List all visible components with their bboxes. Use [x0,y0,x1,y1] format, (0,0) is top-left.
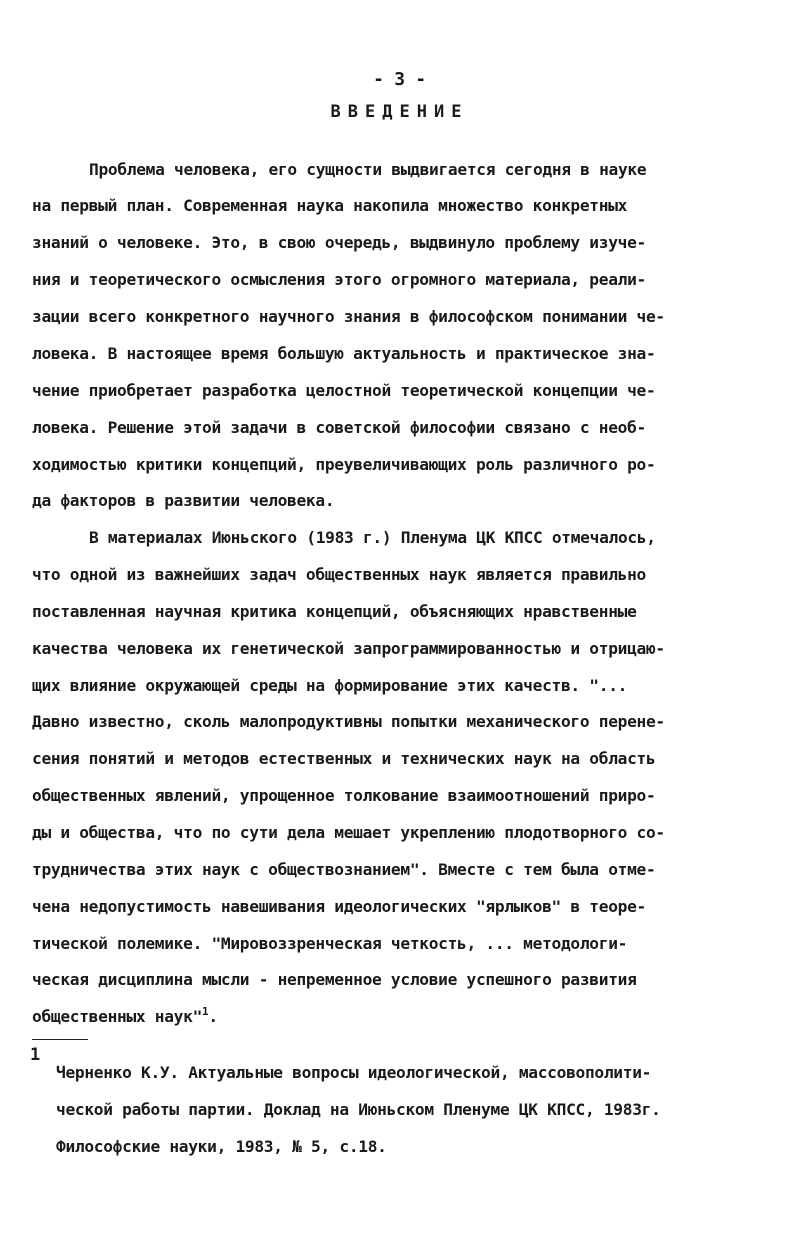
text-line: щих влияние окружающей среды на формирование этих качеств. "... [32,676,628,695]
footnote-divider [32,1039,88,1040]
footnote-line: Философские науки, 1983, № 5, с.18. [56,1137,387,1156]
footnote-line: Черненко К.У. Актуальные вопросы идеологической, массовополити- [56,1063,652,1082]
text-line: что одной из важнейших задач общественных наук является правильно [32,565,646,584]
text-line: ния и теоретического осмысления этого огромного материала, реали- [32,270,646,289]
text-line-last [32,1007,218,1027]
text-line: качества человека их генетической запрограммированностью и отрицаю- [32,639,665,658]
text-line: Давно известно, сколь малопродуктивны попытки механического перене- [32,712,665,731]
text-line: Проблема человека, его сущности выдвигается сегодня в науке [89,160,647,179]
text-fragment: . [208,1007,218,1026]
text-line: знаний о человеке. Это, в свою очередь, выдвинуло проблему изуче- [32,233,646,252]
text-line: ходимостью критики концепций, преувеличивающих роль различного ро- [32,455,656,474]
footnote-marker: 1 [30,1045,41,1065]
page-title: ВВЕДЕНИЕ [330,102,469,122]
text-line: сения понятий и методов естественных и технических наук на область [32,749,656,768]
text-fragment: общественных наук" [32,1007,203,1026]
footnote-line: ческой работы партии. Доклад на Июньском Пленуме ЦК КПСС, 1983г. [56,1100,661,1119]
text-line: трудничества этих наук с обществознанием". Вместе с тем была отме- [32,860,656,879]
footnote-reference: 1 [202,1005,209,1018]
text-line: поставленная научная критика концепций, объясняющих нравственные [32,602,637,621]
text-line: на первый план. Современная наука накопила множество конкретных [32,196,628,215]
text-line: чение приобретает разработка целостной теоретической концепции че- [32,381,656,400]
text-line: ческая дисциплина мысли - непременное условие успешного развития [32,970,637,989]
text-line: зации всего конкретного научного знания в философском понимании че- [32,307,665,326]
text-line: общественных явлений, упрощенное толкование взаимоотношений приро- [32,786,656,805]
text-line: ды и общества, что по сути дела мешает укреплению плодотворного со- [32,823,665,842]
text-line: ловека. В настоящее время большую актуальность и практическое зна- [32,344,656,363]
page-number: - 3 - [373,69,426,90]
text-line: да факторов в развитии человека. [32,491,335,510]
text-line: В материалах Июньского (1983 г.) Пленума ЦК КПСС отмечалось, [89,528,656,547]
text-line: тической полемике. "Мировоззренческая четкость, ... методологи- [32,934,628,953]
text-line: ловека. Решение этой задачи в советской философии связано с необ- [32,418,646,437]
text-line: чена недопустимость навешивания идеологических "ярлыков" в теоре- [32,897,646,916]
